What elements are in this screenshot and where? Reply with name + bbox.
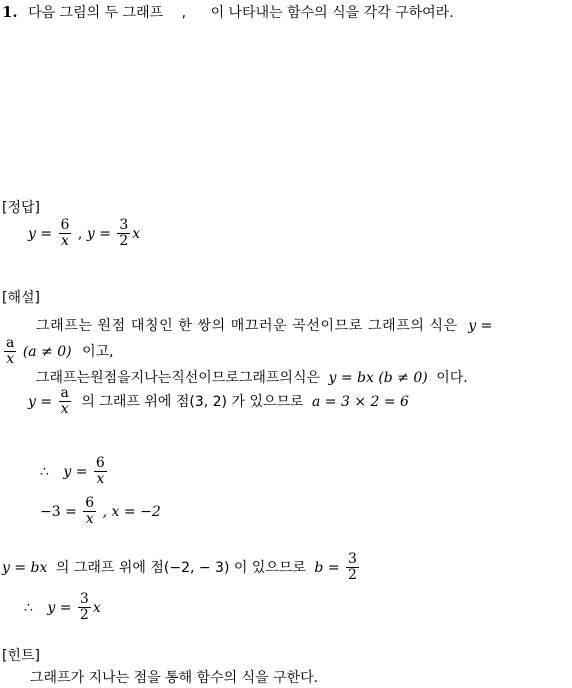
question-number: 1. xyxy=(2,3,18,21)
question-text-a: 다음 그림의 두 그래프 xyxy=(28,5,164,21)
answer-comma: , xyxy=(77,225,83,242)
explanation-text: 의 그래프 위에 점(3, 2) 가 있으므로 xyxy=(81,393,304,410)
explanation-eq: y = bx xyxy=(2,559,48,576)
explanation-line-5 xyxy=(40,456,109,488)
explanation-x: x xyxy=(92,599,101,616)
explanation-line-3 xyxy=(36,370,468,386)
fraction-numerator: 3 xyxy=(79,591,89,607)
fraction-numerator: 3 xyxy=(348,551,357,567)
hint-heading: [힌트] xyxy=(2,648,40,664)
explanation-eq: y = xyxy=(47,599,72,616)
answer-fraction-2 xyxy=(117,218,130,250)
explanation-line-7 xyxy=(2,552,361,584)
answer-y-eq-2: y = xyxy=(86,225,111,242)
answer-heading: [정답] xyxy=(2,200,40,216)
explanation-condition: (a ≠ 0) xyxy=(22,343,72,360)
explanation-text: 이고, xyxy=(82,343,114,360)
therefore-symbol: ∴ xyxy=(40,463,49,480)
answer-fraction-1 xyxy=(59,218,72,250)
explanation-fraction xyxy=(78,592,91,624)
answer-line xyxy=(28,218,140,250)
explanation-text: 이다. xyxy=(436,370,468,386)
hint-text: 그래프가 지나는 점을 통해 함수의 식을 구한다. xyxy=(30,670,319,686)
explanation-fraction xyxy=(59,386,71,418)
explanation-eq: −3 = xyxy=(40,503,77,520)
fraction-denominator: 2 xyxy=(79,607,89,624)
fraction-denominator: 2 xyxy=(119,233,129,250)
answer-y-eq: y = xyxy=(28,225,53,242)
explanation-fraction xyxy=(94,456,107,488)
explanation-eq: , x = −2 xyxy=(102,503,161,520)
fraction-numerator: a xyxy=(60,385,69,401)
explanation-text: 그래프는 원점 대칭인 한 쌍의 매끄러운 곡선이므로 그래프의 식은 xyxy=(36,318,458,334)
explanation-heading: [해설] xyxy=(2,290,40,306)
question-text-c: 이 나타내는 함수의 식을 각각 구하여라. xyxy=(210,5,454,21)
fraction-numerator: 6 xyxy=(60,217,70,233)
explanation-line-1 xyxy=(36,318,492,334)
explanation-fraction xyxy=(4,336,16,368)
explanation-line-2 xyxy=(2,336,114,368)
fraction-numerator: 6 xyxy=(85,495,95,511)
explanation-eq: y = xyxy=(28,393,53,410)
question-line xyxy=(2,4,454,21)
fraction-numerator: 3 xyxy=(119,217,129,233)
explanation-eq: y = xyxy=(63,463,88,480)
explanation-line-6 xyxy=(40,496,161,528)
fraction-denominator: x xyxy=(96,471,105,488)
fraction-denominator: x xyxy=(6,351,15,368)
answer-x: x xyxy=(132,225,141,242)
fraction-denominator: 2 xyxy=(348,567,357,584)
explanation-text: 의 그래프 위에 점(−2, − 3) 이 있으므로 xyxy=(55,559,306,576)
explanation-line-8 xyxy=(24,592,101,624)
fraction-denominator: x xyxy=(61,233,69,250)
explanation-eq: b = xyxy=(314,559,340,576)
explanation-fraction xyxy=(83,496,96,528)
fraction-denominator: x xyxy=(85,511,94,528)
explanation-result: a = 3 × 2 = 6 xyxy=(312,393,409,410)
fraction-denominator: x xyxy=(60,401,69,418)
question-text-b: , xyxy=(181,5,187,21)
therefore-symbol: ∴ xyxy=(24,599,33,616)
explanation-line-4 xyxy=(28,386,409,418)
explanation-eq: y = xyxy=(468,318,493,334)
explanation-fraction xyxy=(346,552,359,584)
fraction-numerator: a xyxy=(6,335,15,351)
fraction-numerator: 6 xyxy=(95,455,105,471)
explanation-eq: y = bx (b ≠ 0) xyxy=(328,370,428,386)
explanation-text: 그래프는원점을지나는직선이므로그래프의식은 xyxy=(36,370,321,386)
